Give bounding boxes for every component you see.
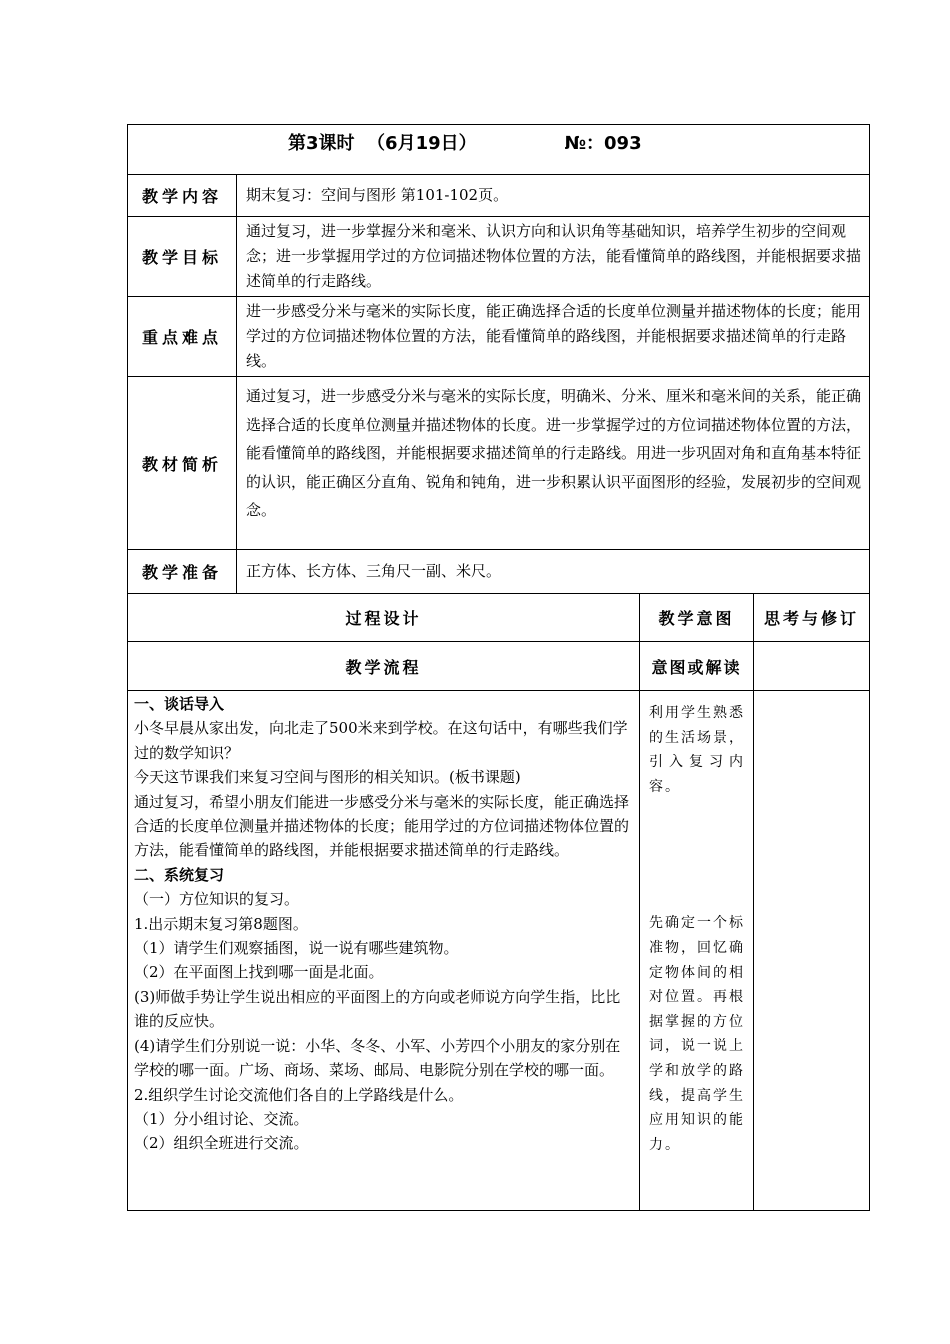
value-objectives: 通过复习，进一步掌握分米和毫米、认识方向和认识角等基础知识，培养学生初步的空间观念；进一步掌握用学过的方位词描述物体位置的方法，能看懂简单的路线图，并能根据要求描述简单的行走路线。 xyxy=(237,217,870,297)
title-cell xyxy=(128,125,870,175)
spacer xyxy=(649,799,745,911)
intent-text: 先确定一个标准物，回忆确定物体间的相对位置。再根据掌握的方位词，说一说上学和放学的路线，提高学生应用知识的能力。 xyxy=(649,915,745,1153)
label-preparation: 教学准备 xyxy=(128,550,237,594)
flow-text: （1）请学生们观察插图，说一说有哪些建筑物。 xyxy=(134,939,459,958)
flow-text: （一）方位知识的复习。 xyxy=(134,890,300,909)
header-interp: 意图或解读 xyxy=(640,642,754,691)
label-analysis: 教材简析 xyxy=(128,377,237,550)
flow-text: 今天这节课我们来复习空间与图形的相关知识。(板书课题) xyxy=(134,768,521,787)
value-key-points: 进一步感受分米与毫米的实际长度，能正确选择合适的长度单位测量并描述物体的长度；能用学过的方位词描述物体位置的方法，能看懂简单的路线图，并能根据要求描述简单的行走路线。 xyxy=(237,297,870,377)
section-heading: 一、谈话导入 xyxy=(134,695,225,713)
intent-cell xyxy=(640,691,754,1211)
lesson-plan-page xyxy=(127,124,869,1211)
value-preparation: 正方体、长方体、三角尺一副、米尺。 xyxy=(237,550,870,594)
header-revise: 思考与修订 xyxy=(754,594,870,642)
flow-text: （1）分小组讨论、交流。 xyxy=(134,1109,309,1128)
flow-text: 2.组织学生讨论交流他们各自的上学路线是什么。 xyxy=(134,1085,464,1104)
label-key-points: 重点难点 xyxy=(128,297,237,377)
value-analysis: 通过复习，进一步感受分米与毫米的实际长度，明确米、分米、厘米和毫米间的关系，能正确选择合适的长度单位测量并描述物体的长度。进一步掌握学过的方位词描述物体位置的方法，能看懂简单的路线图，并能根据要求描述简单的行走路线。用进一步巩固对角和直角基本特征的认识，能正确区分直角、锐角和钝角，进一步积累认识平面图形的经验，发展初步的空间观念。 xyxy=(237,377,870,550)
flow-text: 1.出示期末复习第8题图。 xyxy=(134,914,308,933)
label-objectives: 教学目标 xyxy=(128,217,237,297)
lesson-plan-table xyxy=(127,124,870,1211)
header-flow: 教学流程 xyxy=(128,642,640,691)
flow-text: (3)师做手势让学生说出相应的平面图上的方向或老师说方向学生指，比比谁的反应快。 xyxy=(134,987,621,1031)
flow-text: 通过复习，希望小朋友们能进一步感受分米与毫米的实际长度，能正确选择合适的长度单位测量并描述物体的长度；能用学过的方位词描述物体位置的方法，能看懂简单的路线图，并能根据要求描述简单的行走路线。 xyxy=(134,792,630,860)
header-intent: 教学意图 xyxy=(640,594,754,642)
flow-text: （2）在平面图上找到哪一面是北面。 xyxy=(134,963,384,982)
flow-text: (4)请学生们分别说一说：小华、冬冬、小军、小芳四个小朋友的家分别在学校的哪一面。广场、商场、菜场、邮局、电影院分别在学校的哪一面。 xyxy=(134,1036,621,1080)
flow-text: 小冬早晨从家出发，向北走了500米来到学校。在这句话中，有哪些我们学过的数学知识？ xyxy=(134,719,628,762)
intent-text: 利用学生熟悉的生活场景，引入复习内容。 xyxy=(649,705,745,795)
header-process: 过程设计 xyxy=(128,594,640,642)
section-heading: 二、系统复习 xyxy=(134,865,225,884)
flow-cell xyxy=(128,691,640,1211)
value-content: 期末复习：空间与图形 第101-102页。 xyxy=(237,175,870,217)
label-content: 教学内容 xyxy=(128,175,237,217)
page-title: 第3课时 （6月19日） №：093 xyxy=(288,133,642,154)
revise-cell xyxy=(754,691,870,1211)
flow-text: （2）组织全班进行交流。 xyxy=(134,1134,309,1153)
header-empty xyxy=(754,642,870,691)
